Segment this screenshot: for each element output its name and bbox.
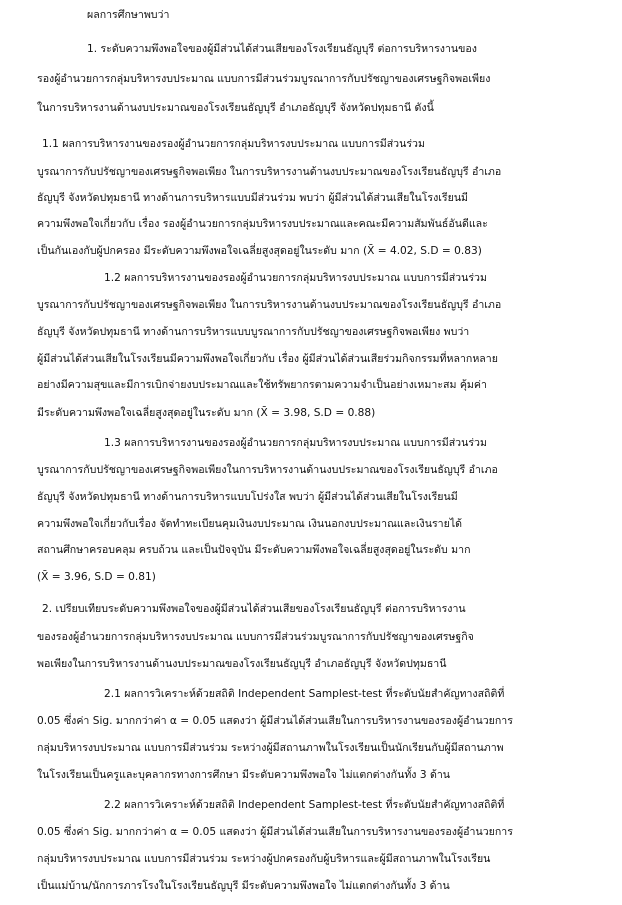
paragraph-line: บูรณาการกับปรัชญาของเศรษฐกิจพอเพียง ในการบริหารงานด้านงบประมาณของโรงเรียนธัญบุรี อำเภอ — [37, 299, 502, 311]
paragraph-line: เป็นกันเองกับผู้ปกครอง มีระดับความพึงพอใจเฉลี่ยสูงสุดอยู่ในระดับ มาก (X̄ = 4.02, S.D = 0.83) — [37, 245, 482, 257]
paragraph-line: ธัญบุรี จังหวัดปทุมธานี ทางด้านการบริหารแบบมีส่วนร่วม พบว่า ผู้มีส่วนได้ส่วนเสียในโรงเรียนมี — [37, 192, 469, 204]
paragraph-line: ธัญบุรี จังหวัดปทุมธานี ทางด้านการบริหารแบบโปร่งใส พบว่า ผู้มีส่วนได้ส่วนเสียในโรงเรียนมี — [37, 491, 458, 503]
paragraph-line: (X̄ = 3.96, S.D = 0.81) — [37, 571, 156, 583]
paragraph-line: กลุ่มบริหารงบประมาณ แบบการมีส่วนร่วม ระหว่างผู้มีสถานภาพในโรงเรียนเป็นนักเรียนกับผู้มีสถานภาพ — [37, 742, 504, 754]
paragraph-line: สถานศึกษาครอบคลุม ครบถ้วน และเป็นปัจจุบัน มีระดับความพึงพอใจเฉลี่ยสูงสุดอยู่ในระดับ มาก — [37, 544, 471, 556]
section-heading: ผลการศึกษาพบว่า — [87, 9, 170, 21]
paragraph-line: ผู้มีส่วนได้ส่วนเสียในโรงเรียนมีความพึงพอใจเกี่ยวกับ เรื่อง ผู้มีส่วนได้ส่วนเสียร่วมกิจกรรมที่หลากหลาย — [37, 353, 498, 365]
paragraph-line: 2. เปรียบเทียบระดับความพึงพอใจของผู้มีส่วนได้ส่วนเสียของโรงเรียนธัญบุรี ต่อการบริหารงาน — [42, 603, 466, 615]
paragraph-line: พอเพียงในการบริหารงานด้านงบประมาณของโรงเรียนธัญบุรี อำเภอธัญบุรี จังหวัดปทุมธานี — [37, 658, 447, 670]
paragraph-line: ของรองผู้อำนวยการกลุ่มบริหารงบประมาณ แบบการมีส่วนร่วมบูรณาการกับปรัชญาของเศรษฐกิจ — [37, 631, 474, 643]
paragraph-line: เป็นแม่บ้าน/นักการภารโรงในโรงเรียนธัญบุรี มีระดับความพึงพอใจ ไม่แตกต่างกันทั้ง 3 ด้าน — [37, 880, 450, 892]
paragraph-line: ความพึงพอใจเกี่ยวกับ เรื่อง รองผู้อำนวยการกลุ่มบริหารงบประมาณและคณะมีความสัมพันธ์อันดีและ — [37, 218, 488, 230]
paragraph-line: 0.05 ซึ่งค่า Sig. มากกว่าค่า α = 0.05 แสดงว่า ผู้มีส่วนได้ส่วนเสียในการบริหารงานของรองผู้อำนวยการ — [37, 715, 513, 727]
paragraph-line: มีระดับความพึงพอใจเฉลี่ยสูงสุดอยู่ในระดับ มาก (X̄ = 3.98, S.D = 0.88) — [37, 407, 376, 419]
paragraph-line: 2.2 ผลการวิเคราะห์ด้วยสถิติ Independent Samplest-test ที่ระดับนัยสำคัญทางสถิติที่ — [104, 799, 505, 811]
paragraph-line: ธัญบุรี จังหวัดปทุมธานี ทางด้านการบริหารแบบบูรณาการกับปรัชญาของเศรษฐกิจพอเพียง พบว่า — [37, 326, 470, 338]
paragraph-line: 1.1 ผลการบริหารงานของรองผู้อำนวยการกลุ่มบริหารงบประมาณ แบบการมีส่วนร่วม — [42, 138, 425, 150]
paragraph-line: บูรณาการกับปรัชญาของเศรษฐกิจพอเพียงในการบริหารงานด้านงบประมาณของโรงเรียนธัญบุรี อำเภอ — [37, 464, 498, 476]
paragraph-line: ในการบริหารงานด้านงบประมาณของโรงเรียนธัญบุรี อำเภอธัญบุรี จังหวัดปทุมธานี ดังนี้ — [37, 102, 434, 114]
paragraph-line: 2.1 ผลการวิเคราะห์ด้วยสถิติ Independent Samplest-test ที่ระดับนัยสำคัญทางสถิติที่ — [104, 688, 505, 700]
paragraph-line: รองผู้อำนวยการกลุ่มบริหารงบประมาณ แบบการมีส่วนร่วมบูรณาการกับปรัชญาของเศรษฐกิจพอเพียง — [37, 73, 491, 85]
paragraph-line: 0.05 ซึ่งค่า Sig. มากกว่าค่า α = 0.05 แสดงว่า ผู้มีส่วนได้ส่วนเสียในการบริหารงานของรองผู้อำนวยการ — [37, 826, 513, 838]
paragraph-line: อย่างมีความสุขและมีการเบิกจ่ายงบประมาณและใช้ทรัพยากรตามความจำเป็นอย่างเหมาะสม คุ้มค่า — [37, 379, 487, 391]
paragraph-line: บูรณาการกับปรัชญาของเศรษฐกิจพอเพียง ในการบริหารงานด้านงบประมาณของโรงเรียนธัญบุรี อำเภอ — [37, 166, 502, 178]
paragraph-line: 1.2 ผลการบริหารงานของรองผู้อำนวยการกลุ่มบริหารงบประมาณ แบบการมีส่วนร่วม — [104, 272, 487, 284]
paragraph-line: 1.3 ผลการบริหารงานของรองผู้อำนวยการกลุ่มบริหารงบประมาณ แบบการมีส่วนร่วม — [104, 437, 487, 449]
paragraph-line: ความพึงพอใจเกี่ยวกับเรื่อง จัดทำทะเบียนคุมเงินงบประมาณ เงินนอกงบประมาณและเงินรายได้ — [37, 518, 463, 530]
paragraph-line: กลุ่มบริหารงบประมาณ แบบการมีส่วนร่วม ระหว่างผู้ปกครองกับผู้บริหารและผู้มีสถานภาพในโรงเรียน — [37, 853, 491, 865]
paragraph-line: ในโรงเรียนเป็นครูและบุคลากรทางการศึกษา มีระดับความพึงพอใจ ไม่แตกต่างกันทั้ง 3 ด้าน — [37, 769, 451, 781]
paragraph-line: 1. ระดับความพึงพอใจของผู้มีส่วนได้ส่วนเสียของโรงเรียนธัญบุรี ต่อการบริหารงานของ — [87, 43, 477, 55]
